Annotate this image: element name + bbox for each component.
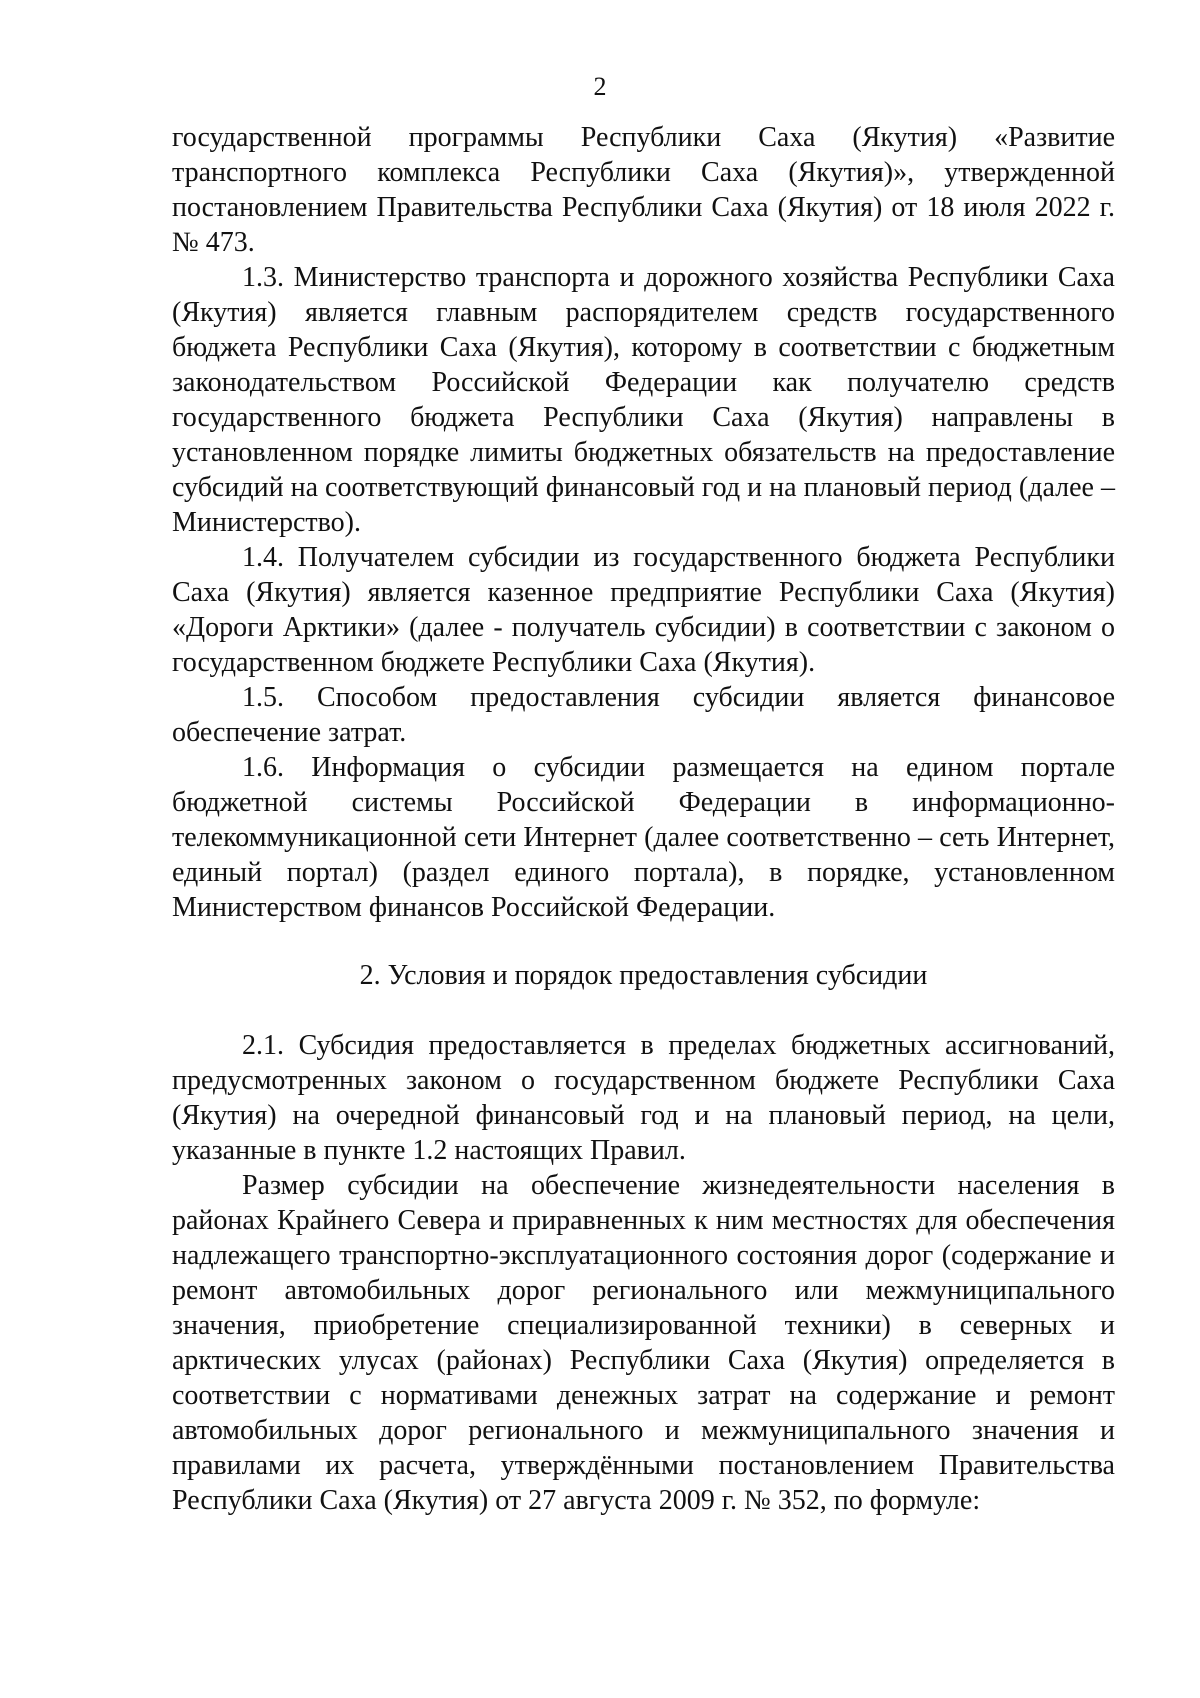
section-heading: 2. Условия и порядок предоставления субсидии	[359, 960, 928, 991]
paragraph-program-reference: государственной программы Республики Саха (Якутия) «Развитие транспортного комплекса Республики Саха (Якутия)», утвержденной постановлением Правительства Республики Саха (Якутия) от 18 июля 2022 г. № 473.	[172, 122, 1115, 258]
paragraph-1-4: 1.4. Получателем субсидии из государственного бюджета Республики Саха (Якутия) является казенное предприятие Республики Саха (Якутия) «Дороги Арктики» (далее - получатель субсидии) в соответствии с законом о государственном бюджете Республики Саха (Якутия).	[172, 542, 1115, 678]
document-body	[172, 120, 1115, 1518]
paragraph-2-1: 2.1. Субсидия предоставляется в пределах бюджетных ассигнований, предусмотренных законом о государственном бюджете Республики Саха (Якутия) на очередной финансовый год и на плановый период, на цели, указанные в пункте 1.2 настоящих Правил.	[172, 1030, 1115, 1166]
page-number: 2	[593, 72, 607, 101]
paragraph-subsidy-size: Размер субсидии на обеспечение жизнедеятельности населения в районах Крайнего Севера и приравненных к ним местностях для обеспечения надлежащего транспортно-эксплуатационного состояния дорог (содержание и ремонт автомобильных дорог регионального или межмуниципального значения, приобретение специализированной техники) в северных и арктических улусах (районах) Республики Саха (Якутия) определяется в соответствии с нормативами денежных затрат на содержание и ремонт автомобильных дорог регионального и межмуниципального значения и правилами их расчета, утверждёнными постановлением Правительства Республики Саха (Якутия) от 27 августа 2009 г. № 352, по формуле:	[172, 1170, 1115, 1516]
paragraph-1-5: 1.5. Способом предоставления субсидии является финансовое обеспечение затрат.	[172, 682, 1115, 748]
paragraph-1-6: 1.6. Информация о субсидии размещается на едином портале бюджетной системы Российской Федерации в информационно-телекоммуникационной сети Интернет (далее соответственно – сеть Интернет, единый портал) (раздел единого портала), в порядке, установленном Министерством финансов Российской Федерации.	[172, 752, 1115, 923]
paragraph-1-3: 1.3. Министерство транспорта и дорожного хозяйства Республики Саха (Якутия) является главным распорядителем средств государственного бюджета Республики Саха (Якутия), которому в соответствии с бюджетным законодательством Российской Федерации как получателю средств государственного бюджета Республики Саха (Якутия) направлены в установленном порядке лимиты бюджетных обязательств на предоставление субсидий на соответствующий финансовый год и на плановый период (далее – Министерство).	[172, 262, 1115, 538]
